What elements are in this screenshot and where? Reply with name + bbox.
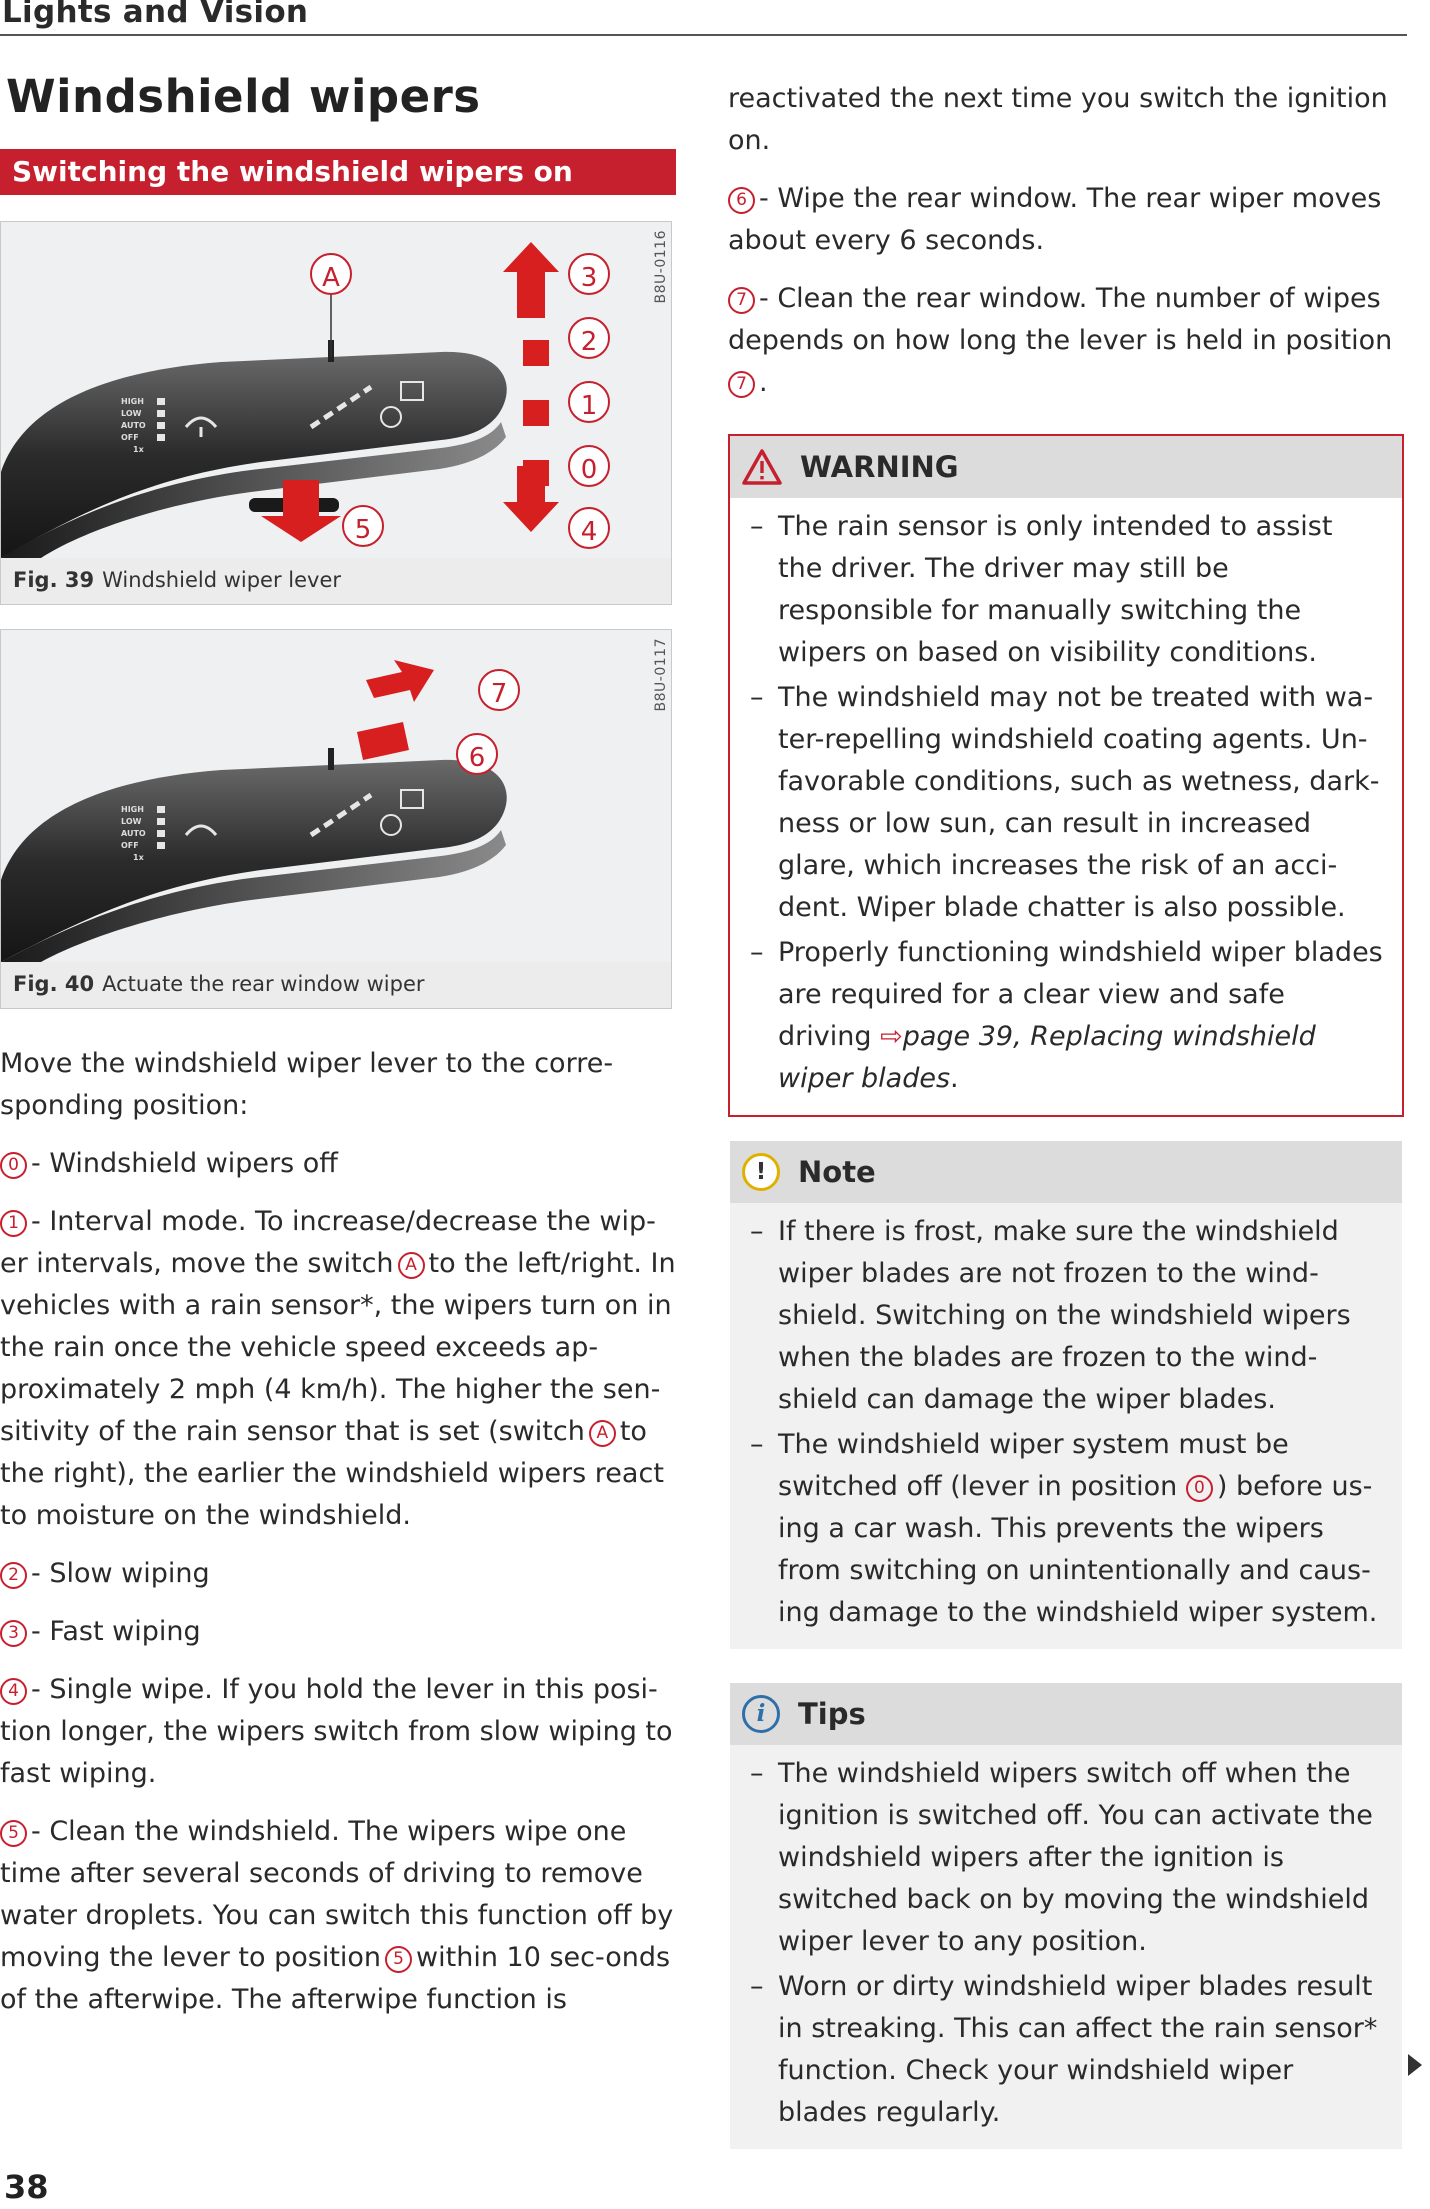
tips-box: [728, 1681, 1404, 2151]
position-text: - Fast wiping: [31, 1616, 201, 1647]
position-marker: 1: [0, 1210, 27, 1237]
figure-number: Fig. 40: [13, 972, 95, 996]
figure-40: [0, 629, 672, 1009]
tips-label: Tips: [798, 1697, 866, 1731]
header-rule: [0, 34, 1407, 36]
callout-5: 5: [354, 515, 372, 545]
cross-reference-link[interactable]: page 39, Replacing windshield wiper blades: [778, 1021, 1316, 1094]
note-item: [744, 1424, 1384, 1634]
lever-label-off: OFF: [121, 841, 139, 850]
callout-4: 4: [580, 517, 598, 547]
continue-arrow-icon: [1408, 2054, 1422, 2076]
position-marker: 7: [728, 287, 755, 314]
figure-number: Fig. 39: [13, 568, 95, 592]
position-text: - Single wipe. If you hold the lever in this posi-tion longer, the wipers switch from slow wiping to fast wiping.: [0, 1674, 673, 1789]
warning-item: – The rain sensor is only intended to assist the driver. The driver may still be responsible for manually switching the wipers on based on visibility conditions.: [744, 506, 1384, 674]
callout-7: 7: [490, 679, 508, 709]
exclamation-icon: !: [742, 1153, 780, 1191]
position-text: within 10 sec-onds of the afterwipe. The afterwipe function is: [0, 1942, 671, 2015]
tips-item: – The windshield wipers switch off when the ignition is switched off. You can activate the windshield wipers after the ignition is switched back on by moving the windshield wiper lever to any position.: [744, 1753, 1384, 1963]
lever-label-off: OFF: [121, 433, 139, 442]
position-text: to the right), the earlier the windshield wipers react to moisture on the windshield.: [0, 1416, 664, 1531]
lever-label-high: HIGH: [121, 397, 144, 406]
rear-wiper-lever-illustration: [1, 630, 671, 962]
lever-label-auto: AUTO: [121, 421, 146, 430]
warning-label: WARNING: [800, 450, 959, 484]
position-marker: 0: [0, 1152, 27, 1179]
warning-item: – The windshield may not be treated with wa-ter-repelling windshield coating agents. Un-favorable conditions, such as wetness, dark-ness or low sun, can result in increased glare, which increases the risk of an acci-dent. Wiper blade chatter is also possible.: [744, 677, 1384, 929]
lever-label-low: LOW: [121, 817, 142, 826]
position-1-paragraph: [0, 1201, 676, 1537]
switch-marker: A: [398, 1252, 425, 1279]
position-text: - Interval mode. To increase/decrease the wip-er intervals, move the switch: [0, 1206, 656, 1279]
note-item: – If there is frost, make sure the windshield wiper blades are not frozen to the wind-shield. Switching on the windshield wipers when the blades are frozen to the wind-shield can damage the wiper blades.: [744, 1211, 1384, 1421]
warning-item-text: Properly functioning windshield wiper blades are required for a clear view and safe driving: [778, 937, 1383, 1052]
page-number: 38: [4, 2168, 49, 2206]
note-box: [728, 1139, 1404, 1651]
note-item-text: ) before us-ing a car wash. This prevents the wipers from switching on unintentionally and caus-ing damage to the windshield wiper system.: [778, 1471, 1378, 1628]
position-marker: 6: [728, 187, 755, 214]
warning-item-end: .: [950, 1063, 959, 1094]
position-text: - Clean the rear window. The number of wipes depends on how long the lever is held in position: [728, 283, 1393, 356]
right-column: [728, 78, 1404, 2151]
position-marker: 7: [728, 371, 755, 398]
warning-header: [730, 436, 1402, 498]
switch-marker: A: [589, 1420, 616, 1447]
body-text: [728, 78, 1404, 404]
position-text: - Windshield wipers off: [31, 1148, 338, 1179]
body-text: [0, 1043, 676, 2021]
warning-box: [728, 434, 1404, 1117]
figure-code: B8U-0116: [653, 230, 669, 304]
callout-0: 0: [580, 455, 598, 485]
figure-caption-text: Windshield wiper lever: [102, 568, 342, 592]
position-7-paragraph: [728, 278, 1404, 404]
callout-3: 3: [580, 263, 598, 293]
figure-39: [0, 221, 672, 605]
position-0-paragraph: [0, 1143, 676, 1185]
position-text: to the left/right. In vehicles with a rain sensor*, the wipers turn on in the rain once the vehicle speed exceeds ap-proximately 2 mph (4 km/h). The higher the sen-sitivity of the rain sensor that is set (switch: [0, 1248, 676, 1447]
note-body: [730, 1203, 1402, 1649]
position-marker: 4: [0, 1678, 27, 1705]
note-header: [730, 1141, 1402, 1203]
figure-caption-text: Actuate the rear window wiper: [102, 972, 425, 996]
warning-body: [730, 498, 1402, 1115]
position-marker: 3: [0, 1620, 27, 1647]
note-item-text: The windshield wiper system must be switched off (lever in position: [778, 1429, 1289, 1502]
position-text: - Wipe the rear window. The rear wiper moves about every 6 seconds.: [728, 183, 1382, 256]
lever-label-high: HIGH: [121, 805, 144, 814]
tips-item: – Worn or dirty windshield wiper blades result in streaking. This can affect the rain sensor* function. Check your windshield wiper blades regularly.: [744, 1966, 1384, 2134]
cross-reference-arrow-icon: ⇨: [880, 1021, 903, 1052]
position-marker: 5: [0, 1820, 27, 1847]
section-heading: Switching the windshield wipers on: [0, 149, 676, 195]
warning-item: [744, 932, 1384, 1100]
note-label: Note: [798, 1155, 876, 1189]
position-text: - Slow wiping: [31, 1558, 210, 1589]
lever-label-auto: AUTO: [121, 829, 146, 838]
position-marker: 2: [0, 1562, 27, 1589]
position-marker: 5: [385, 1946, 412, 1973]
continuation-paragraph: reactivated the next time you switch the ignition on.: [728, 83, 1388, 156]
position-4-paragraph: [0, 1669, 676, 1795]
info-icon: i: [742, 1695, 780, 1733]
position-text: .: [759, 367, 768, 398]
callout-6: 6: [468, 743, 486, 773]
figure-code: B8U-0117: [653, 638, 669, 712]
page-title: Windshield wipers: [6, 70, 481, 123]
position-6-paragraph: [728, 178, 1404, 262]
position-2-paragraph: [0, 1553, 676, 1595]
position-text: - Clean the windshield. The wipers wipe one time after several seconds of driving to remove water droplets. You can switch this function off by moving the lever to position: [0, 1816, 674, 1973]
position-marker: 0: [1186, 1475, 1213, 1502]
intro-paragraph: Move the windshield wiper lever to the corre-sponding position:: [0, 1048, 614, 1121]
wiper-lever-illustration: [1, 222, 671, 558]
lever-label-1x: 1x: [133, 853, 144, 862]
lever-label-low: LOW: [121, 409, 142, 418]
position-5-paragraph: [0, 1811, 676, 2021]
left-column: [0, 70, 676, 2021]
position-3-paragraph: [0, 1611, 676, 1653]
tips-header: [730, 1683, 1402, 1745]
callout-1: 1: [580, 391, 598, 421]
callout-2: 2: [580, 327, 598, 357]
running-head: Lights and Vision: [2, 0, 309, 30]
lever-label-1x: 1x: [133, 445, 144, 454]
warning-triangle-icon: [742, 449, 782, 485]
tips-body: [730, 1745, 1402, 2149]
callout-A: A: [322, 263, 340, 293]
figure-caption: [1, 558, 671, 604]
figure-caption: [1, 962, 671, 1008]
